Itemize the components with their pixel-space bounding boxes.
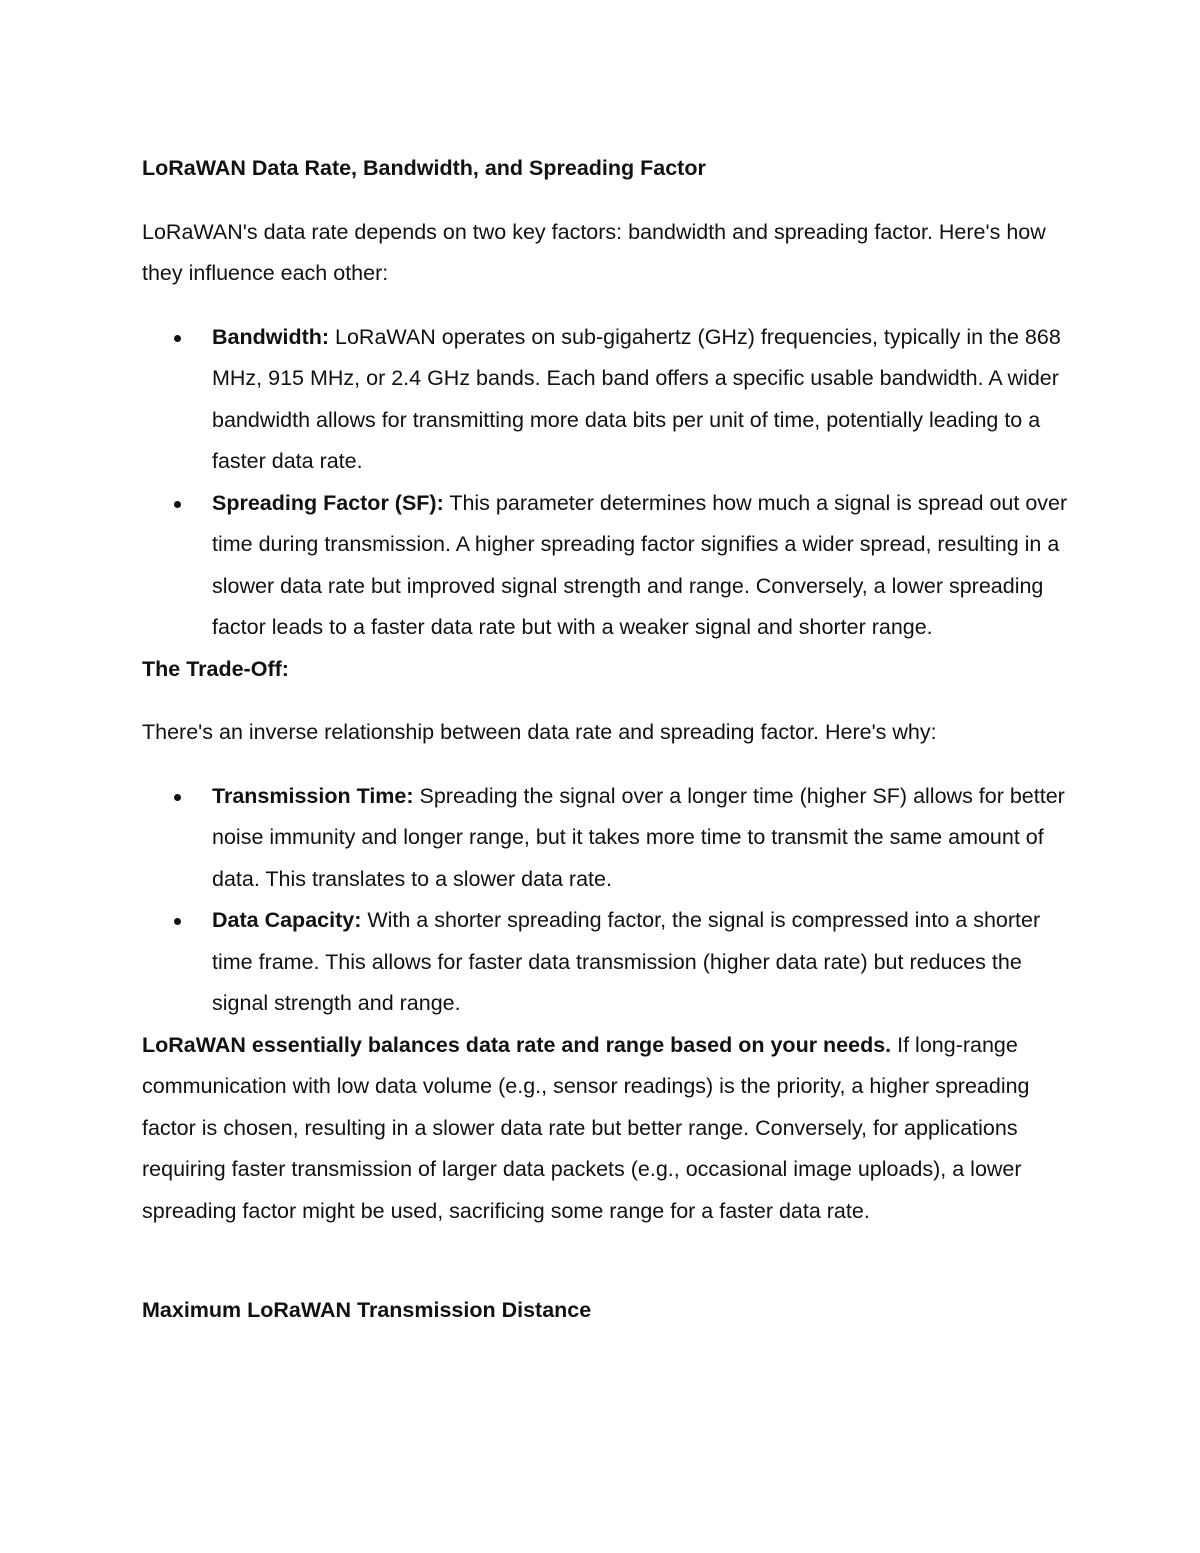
summary-bold-lead: LoRaWAN essentially balances data rate and range based on your needs. xyxy=(142,1032,892,1057)
trade-off-list xyxy=(142,776,1072,1025)
list-item-bandwidth xyxy=(142,317,1072,483)
text-data-capacity: With a shorter spreading factor, the signal is compressed into a shorter time frame. This allows for faster data transmission (higher data rate) but reduces the signal strength and range. xyxy=(212,908,1041,1015)
intro-paragraph: LoRaWAN's data rate depends on two key factors: bandwidth and spreading factor. Here's how they influence each other: xyxy=(142,219,1046,285)
section-heading-data-rate: LoRaWAN Data Rate, Bandwidth, and Spreading Factor xyxy=(142,156,706,180)
term-data-capacity: Data Capacity: xyxy=(212,908,362,932)
section-heading-trade-off: The Trade-Off: xyxy=(142,656,289,681)
term-bandwidth: Bandwidth: xyxy=(212,324,330,349)
document-page xyxy=(142,148,1072,1332)
section-heading-max-distance: Maximum LoRaWAN Transmission Distance xyxy=(142,1298,592,1322)
factors-list xyxy=(142,317,1072,649)
summary-text: If long-range communication with low data volume (e.g., sensor readings) is the priority, a higher spreading factor is chosen, resulting in a slower data rate but better range. Conversely, for applications requiring faster transmission of larger data packets (e.g., occasional image uploads), a lower spreading factor might be used, sacrificing some range for a faster data rate. xyxy=(142,1032,1030,1223)
list-item-data-capacity xyxy=(142,900,1072,1025)
text-bandwidth: LoRaWAN operates on sub-gigahertz (GHz) frequencies, typically in the 868 MHz, 915 MHz, or 2.4 GHz bands. Each band offers a specific usable bandwidth. A wider bandwidth allows for transmitting more data bits per unit of time, potentially leading to a faster data rate. xyxy=(212,324,1061,473)
term-spreading-factor: Spreading Factor (SF): xyxy=(212,490,444,515)
text-spreading-factor: This parameter determines how much a signal is spread out over time during transmission. A higher spreading factor signifies a wider spread, resulting in a slower data rate but improved signal strength and range. Conversely, a lower spreading factor leads to a faster data rate but with a weaker signal and shorter range. xyxy=(212,490,1068,639)
summary-paragraph xyxy=(142,1025,1072,1233)
trade-off-intro-paragraph: There's an inverse relationship between data rate and spreading factor. Here's why: xyxy=(142,720,937,744)
list-item-spreading-factor xyxy=(142,483,1072,649)
text-transmission-time: Spreading the signal over a longer time (higher SF) allows for better noise immunity and longer range, but it takes more time to transmit the same amount of data. This translates to a slower data rate. xyxy=(212,783,1065,891)
term-transmission-time: Transmission Time: xyxy=(212,783,414,808)
list-item-transmission-time xyxy=(142,776,1072,901)
